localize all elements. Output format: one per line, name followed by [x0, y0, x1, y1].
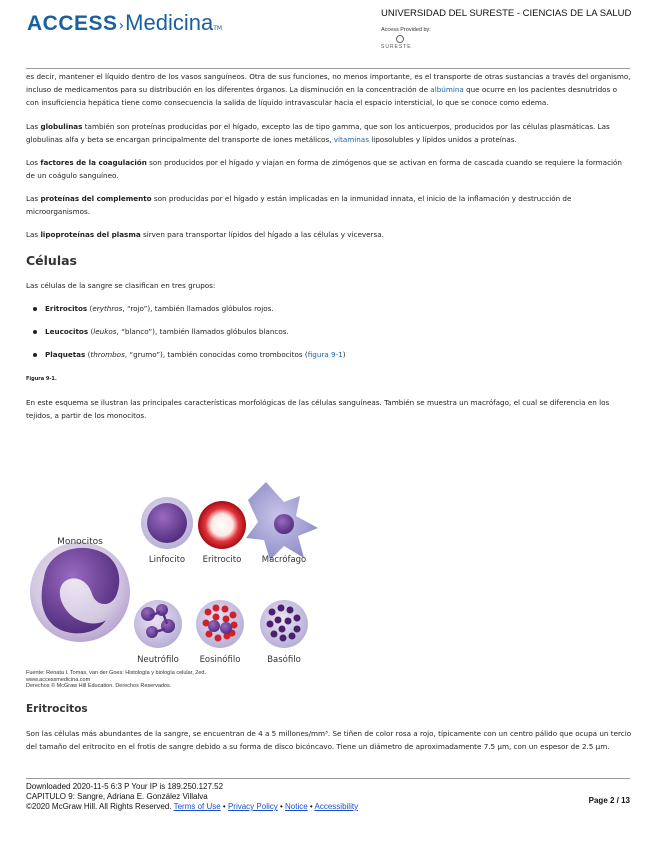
cell-groups-list [26, 302, 632, 361]
basofilo-cell [260, 600, 308, 648]
paragraph-lipoproteinas: Las lipoproteínas del plasma sirven para transportar lípidos del hígado a las células y viceversa. [26, 230, 384, 239]
institution-name: UNIVERSIDAD DEL SURESTE - CIENCIAS DE LA SALUD [381, 8, 632, 19]
link-vitaminas[interactable]: vitaminas [333, 135, 369, 144]
paragraph-complemento: Las proteínas del complemento son producidas por el hígado y están implicadas en la inmunidad innata, el inicio de la inflamación y destrucción de microorganismos. [26, 194, 572, 216]
copyright-line: ©2020 McGraw Hill. All Rights Reserved. Terms of Use • Privacy Policy • Notice • Accessibility [26, 802, 359, 811]
label-eosinofilo: Eosinófilo [199, 655, 241, 665]
list-item: Leucocitos (leukos, “blanco”), también llamados glóbulos blancos. [26, 325, 632, 338]
list-item: Plaquetas (thrombos, “grumo”), también conocidas como trombocitos (figura 9-1) [26, 348, 632, 361]
privacy-policy-link[interactable]: Privacy Policy [227, 802, 278, 811]
section-heading-celulas: Células [26, 253, 77, 268]
logo-tm: TM [213, 25, 223, 32]
logo-spark-icon: › [118, 18, 125, 34]
link-figura-9-1[interactable]: figura 9-1 [307, 350, 343, 359]
linfocito-cell [141, 497, 193, 549]
provided-by-label: Access Provided by: [381, 27, 431, 33]
page-number: Page 2 / 13 [588, 796, 630, 805]
figure-label: Figura 9-1. [26, 376, 57, 382]
label-monocitos: Monocitos [57, 537, 103, 547]
label-neutrofilo: Neutrófilo [137, 655, 179, 665]
paragraph-cells-intro: Las células de la sangre se clasifican en tres grupos: [26, 281, 216, 290]
label-eritrocito: Eritrocito [202, 555, 242, 565]
footer [26, 782, 358, 812]
download-info: Downloaded 2020-11-5 6:3 P Your IP is 189.250.127.52 [26, 782, 224, 791]
provider-seal-icon [396, 35, 404, 43]
terms-of-use-link[interactable]: Terms of Use [173, 802, 221, 811]
label-linfocito: Linfocito [148, 555, 186, 565]
paragraph-eritrocitos: Son las células más abundantes de la sangre, se encuentran de 4 a 5 millones/mm³. Se tiñen de color rosa a rojo, típicamente con un centro pálido que ocupa un tercio del tamaño del eritrocito en el frotis de sangre debido a su forma de disco bicóncavo. Tiene un diámetro de aproximadamente 7.5 µm, con un espesor de 2.5 µm. [26, 729, 632, 751]
macrofago-cell [246, 482, 318, 560]
figure-credit: Fuente: Renata I. Tomas, van der Goes: Histología y biología celular, 2ed. www.accessmedicina.com Derechos © McGraw Hill Education. Derechos Reservados. [26, 670, 206, 689]
label-macrofago: Macrófago [261, 555, 307, 565]
blood-cells-figure [26, 478, 326, 668]
paragraph-coagulacion: Los factores de la coagulación son producidos por el hígado y viajan en forma de zimógenos que se activan en forma de cascada cuando se requiere la formación de un coágulo sanguíneo. [26, 158, 622, 180]
article-body [26, 70, 632, 432]
accessmedicina-logo[interactable] [27, 10, 222, 36]
figure-caption: En este esquema se ilustran las principales características morfológicas de las células sanguíneas. También se muestra un macrófago, el cual se diferencia en los tejidos, a partir de los monocitos. [26, 398, 610, 420]
list-item: Eritrocitos (erythros, “rojo”), también llamados glóbulos rojos. [26, 302, 632, 315]
footer-divider [26, 778, 630, 779]
label-basofilo: Basófilo [267, 655, 301, 665]
paragraph-albumin: es decir, mantener el líquido dentro de los vasos sanguíneos. Otra de sus funciones, no menos importante, es el transporte de otras sustancias a través del organismo, incluso de medicamentos para su distribución en los diferentes órganos. La disminución en la concentración de albúmina que ocurre en los pacientes desnutridos o con insuficiencia hepática tiene como consecuencia la salida de líquido intravascular hacia el espacio intersticial, lo que se conoce como edema. [26, 72, 631, 107]
logo-medicina-text: Medicina [125, 10, 214, 35]
monocito-cell [30, 542, 130, 642]
link-albumina[interactable]: albúmina [430, 85, 464, 94]
eosinofilo-cell [196, 600, 244, 648]
paragraph-globulinas: Las globulinas también son proteínas producidas por el hígado, excepto las de tipo gamma, que son los anticuerpos, producidos por las células plasmáticas. Las globulinas alfa y beta se encargan principalmente del transporte de iones metálicos, vitaminas liposolubles y lípidos unidos a proteínas. [26, 122, 610, 144]
chapter-info: CAPITULO 9: Sangre, Adriana E. González Villalva [26, 792, 208, 801]
eritrocito-cell [198, 501, 246, 549]
neutrofilo-cell [134, 600, 182, 648]
subheading-eritrocitos: Eritrocitos [26, 703, 88, 715]
logo-access-text: ACCESS [27, 12, 118, 35]
notice-link[interactable]: Notice [285, 802, 308, 811]
header-divider [26, 68, 630, 69]
accessibility-link[interactable]: Accessibility [314, 802, 359, 811]
provider-name: SURESTE [381, 44, 412, 50]
